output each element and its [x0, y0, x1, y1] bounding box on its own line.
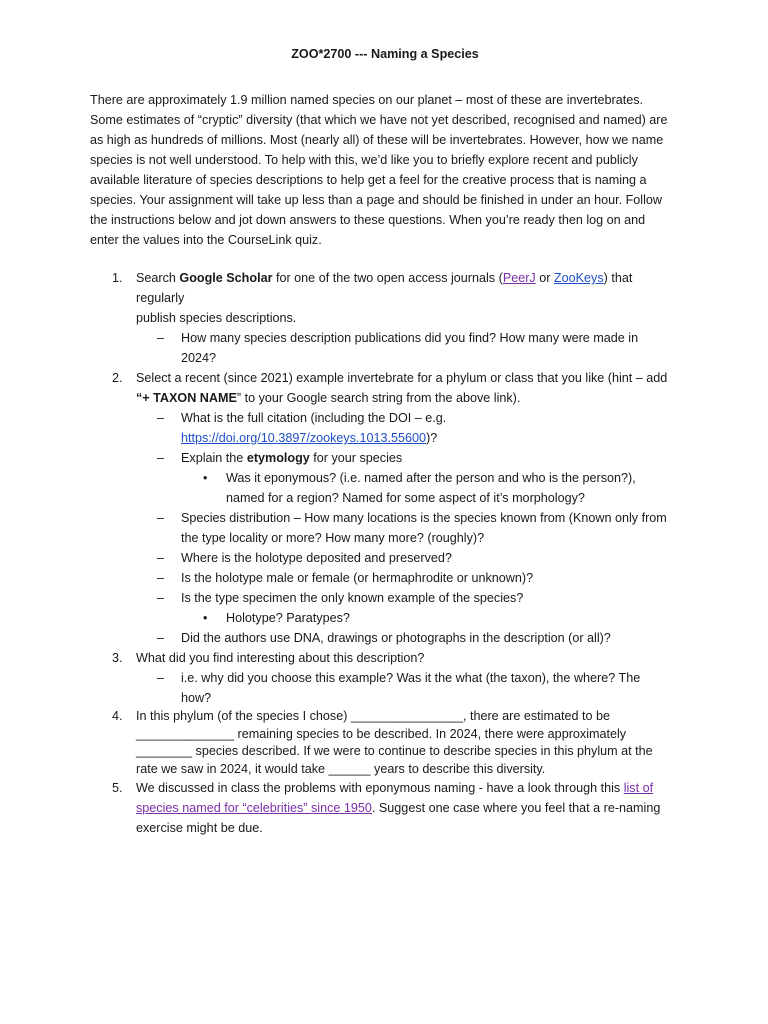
- question-number: 2.: [112, 371, 123, 385]
- dash-marker: –: [157, 591, 165, 605]
- question-2: [90, 368, 680, 648]
- dash-marker: –: [157, 511, 165, 525]
- dash-marker: –: [157, 331, 165, 345]
- intro-line: as high as hundreds of millions. Most (nearly all) of these will be invertebrates. However, how we name: [90, 133, 664, 147]
- sub-item-text: What is the full citation (including the DOI – e.g.: [181, 411, 447, 425]
- bullet-item: [181, 608, 680, 628]
- zookeys-link[interactable]: ZooKeys: [553, 271, 604, 285]
- text-run: Search: [136, 271, 180, 285]
- text-run: for your species: [309, 451, 403, 465]
- sub-item-text: i.e. why did you choose this example? Was it the what (the taxon), the where? The: [181, 671, 641, 685]
- question-text: [136, 268, 680, 308]
- intro-line: the instructions below and jot down answers to these questions. When you’re ready then log on and: [90, 213, 646, 227]
- sub-item-text: Where is the holotype deposited and preserved?: [181, 551, 452, 565]
- sub-item: [136, 448, 680, 508]
- bullet-list: [181, 468, 680, 508]
- sub-item-text: Did the authors use DNA, drawings or photographs in the description (or all)?: [181, 631, 611, 645]
- bold-text: Google Scholar: [179, 271, 273, 285]
- question-text: [136, 388, 680, 408]
- question-number: 5.: [112, 781, 123, 796]
- sub-item: [136, 568, 680, 588]
- page-title: ZOO*2700 --- Naming a Species: [291, 47, 479, 61]
- celebrity-species-link[interactable]: species named for “celebrities” since 1950: [136, 801, 372, 816]
- sub-item-text: Is the holotype male or female (or hermaphrodite or unknown)?: [181, 571, 534, 585]
- dash-marker: –: [157, 451, 165, 465]
- bullet-text: Was it eponymous? (i.e. named after the person and who is the person?),: [226, 471, 636, 485]
- bold-text: etymology: [246, 451, 310, 465]
- peerj-link[interactable]: PeerJ: [502, 271, 536, 285]
- question-number: 4.: [112, 709, 123, 723]
- sub-item: [136, 408, 680, 448]
- question-text: Select a recent (since 2021) example invertebrate for a phylum or class that you like (hint – add: [136, 371, 668, 385]
- text-run: or: [535, 271, 554, 285]
- intro-paragraph: [90, 90, 680, 250]
- question-text: publish species descriptions.: [136, 311, 297, 325]
- sub-item-text: [181, 428, 680, 448]
- question-text: In this phylum (of the species I chose) ________________, there are estimated to be: [136, 709, 610, 723]
- sub-item-text: Species distribution – How many locations is the species known from (Known only from: [181, 511, 667, 525]
- bold-text: “+ TAXON NAME: [136, 391, 237, 405]
- question-text: ________ species described. If we were to continue to describe species in this phylum at the: [136, 744, 653, 759]
- sub-item-text: [181, 448, 680, 468]
- text-run: )?: [426, 431, 438, 445]
- question-list: [90, 268, 680, 838]
- sub-item: [136, 548, 680, 568]
- sub-item-text: 2024?: [181, 351, 217, 365]
- question-text: What did you find interesting about this description?: [136, 651, 425, 665]
- bullet-text: Holotype? Paratypes?: [226, 611, 350, 625]
- bullet-marker: •: [203, 611, 208, 625]
- intro-line: There are approximately 1.9 million named species on our planet – most of these are invertebrates.: [90, 93, 644, 107]
- bullet-item: [181, 468, 680, 508]
- question-text: ______________ remaining species to be described. In 2024, there were approximately: [136, 726, 627, 741]
- text-run: ” to your Google search string from the above link).: [236, 391, 521, 405]
- bullet-list: [181, 608, 680, 628]
- sub-item: [136, 328, 680, 368]
- intro-line: available literature of species descriptions to help get a feel for the creative process that is naming a: [90, 173, 647, 187]
- question-text: rate we saw in 2024, it would take ______ years to describe this diversity.: [136, 761, 546, 776]
- bullet-text: named for a region? Named for some aspect of it’s morphology?: [226, 491, 585, 505]
- dash-marker: –: [157, 571, 165, 585]
- question-5: [90, 778, 680, 838]
- sub-item-text: How many species description publications did you find? How many were made in: [181, 331, 639, 345]
- text-run: Explain the: [181, 451, 247, 465]
- text-run: . Suggest one case where you feel that a re-naming: [371, 801, 661, 816]
- text-run: ) that regularly: [136, 271, 633, 305]
- question-4: [90, 708, 680, 778]
- intro-line: species. Your assignment will take up less than a page and should be finished in under an hour. Follow: [90, 193, 662, 207]
- doi-link[interactable]: https://doi.org/10.3897/zookeys.1013.55600: [181, 431, 427, 445]
- sub-list: [136, 668, 680, 708]
- dash-marker: –: [157, 671, 165, 685]
- question-3: [90, 648, 680, 708]
- sub-item-text: how?: [181, 691, 212, 705]
- question-text: exercise might be due.: [136, 821, 263, 836]
- sub-item: [136, 508, 680, 548]
- sub-item: [136, 588, 680, 628]
- sub-list: [136, 408, 680, 648]
- intro-line: species is not well understood. To help with this, we’d like you to briefly explore recent and publicly: [90, 153, 638, 167]
- question-text: [136, 798, 680, 818]
- dash-marker: –: [157, 551, 165, 565]
- intro-line: Some estimates of “cryptic” diversity (that which we have not yet described, recognised and named) are: [90, 113, 668, 127]
- sub-item: [136, 668, 680, 708]
- sub-list: [136, 328, 680, 368]
- dash-marker: –: [157, 631, 165, 645]
- text-run: for one of the two open access journals (: [272, 271, 503, 285]
- intro-line: enter the values into the CourseLink quiz.: [90, 233, 322, 247]
- sub-item: [136, 628, 680, 648]
- dash-marker: –: [157, 411, 165, 425]
- bullet-marker: •: [203, 471, 208, 485]
- sub-item-text: Is the type specimen the only known example of the species?: [181, 591, 524, 605]
- question-number: 3.: [112, 651, 123, 665]
- text-run: We discussed in class the problems with eponymous naming - have a look through this: [136, 781, 624, 796]
- celebrity-species-link[interactable]: list of: [623, 781, 654, 796]
- sub-item-text: the type locality or more? How many more? (roughly)?: [181, 531, 485, 545]
- question-1: [90, 268, 680, 368]
- question-text: [136, 778, 680, 798]
- question-number: 1.: [112, 271, 123, 285]
